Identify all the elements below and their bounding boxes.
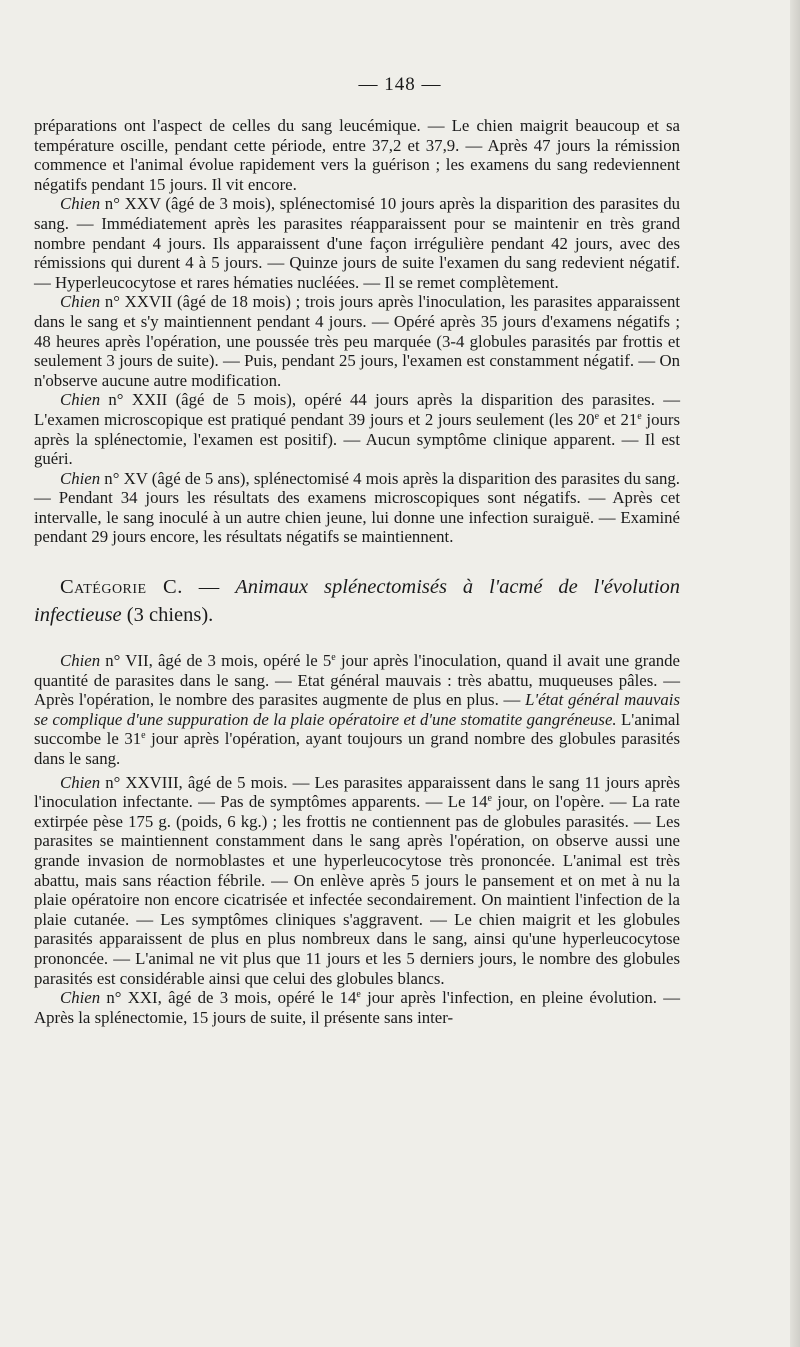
category-title: Animaux splénectomisés à l'acmé de l'évolution infectieuse (34, 576, 681, 627)
paragraph-chien-xv (34, 469, 680, 547)
paragraph-text: n° XXVII (âgé de 18 mois) ; trois jours après l'inoculation, les parasites apparaissent dans le sang et s'y maintiennent pendant 4 jours. — Opéré après 35 jours d'examens négatifs ; 48 heures après l'opération, une poussée très peu marquée (3-4 globules parasités par frottis et seulement 3 jours de suite). — Puis, pendant 25 jours, l'examen est constamment négatif. — On n'observe aucune autre modification. (34, 292, 680, 390)
superscript: e (594, 410, 600, 422)
superscript: e (331, 652, 336, 664)
chien-label: Chien (60, 292, 101, 312)
chien-label: Chien (60, 194, 101, 214)
paragraph-chien-xxviii (34, 773, 680, 989)
category-label: Catégorie C. (60, 576, 183, 599)
category-count: (3 chiens). (121, 604, 214, 627)
page-body (34, 116, 680, 1027)
paragraph-text: n° XXI, âgé de 3 mois, opéré le 14 (100, 988, 357, 1008)
paragraph-chien-xxii (34, 390, 680, 468)
paragraph-text: et 21 (599, 409, 638, 429)
chien-label: Chien (60, 651, 101, 671)
paragraph-continuation: préparations ont l'aspect de celles du sang leucémique. — Le chien maigrit beaucoup et sa température oscille, pendant cette période, entre 37,2 et 37,9. — Après 47 jours la rémission commence et l'animal évolue rapidement vers la guérison ; les examens du sang redeviennent négatifs pendant 15 jours. Il vit encore. (34, 116, 680, 194)
paragraph-text: n° XXII (âgé de 5 mois), opéré 44 jours après la disparition des parasites. — L'examen microscopique est pratiqué pendant 39 jours et 2 jours seulement (les 20 (34, 390, 680, 429)
superscript: e (356, 989, 361, 1001)
paragraph-text: jour, on l'opère. — La rate extirpée pèse 175 g. (poids, 6 kg.) ; les frottis ne contiennent pas de globules parasités. — Les parasites se maintiennent constamment dans le sang après l'opération, on observe aussi une grande invasion de normoblastes et une hyperleucocytose très prononcée. L'animal est très abattu, mais sans réaction fébrile. — On enlève après 5 jours le pansement et on met à nu la plaie opératoire non encore cicatrisée et infectée secondairement. On maintient l'infection de la plaie cutanée. — Les symptômes cliniques s'aggravent. — Le chien maigrit et les globules parasités apparaissent de plus en plus nombreux dans le sang, ainsi qu'une hyperleucocytose prononcée. — L'animal ne vit plus que 11 jours et les 5 derniers jours, le nombre des globules parasités est considérable ainsi que celui des globules blancs. (34, 792, 680, 988)
section-heading (34, 573, 680, 629)
paragraph-chien-xxvii (34, 292, 680, 390)
chien-label: Chien (60, 468, 101, 488)
chien-label: Chien (60, 390, 101, 410)
paragraph-chien-xxv (34, 194, 680, 292)
paragraph-chien-vii (34, 651, 680, 769)
paragraph-text: jour après l'inoculation, quand il avait une grande quantité de parasites dans le sang. — Etat général mauvais : très abattu, muqueuses pâles. — Après l'opération, le nombre des parasites augmente de plus en plus. — (34, 651, 680, 710)
paragraph-text: n° XXV (âgé de 3 mois), splénectomisé 10 jours après la disparition des parasites du sang. — Immédiatement après les parasites réapparaissent pour se maintenir en très grand nombre pendant 4 jours. Ils apparaissent d'une façon irrégulière pendant 42 jours, avec des rémissions qui durent 4 à 5 jours. — Quinze jours de suite l'examen du sang redevient négatif. — Hyperleucocytose et rares hématies nucléées. — Il se remet complètement. (34, 194, 680, 292)
paragraph-text: n° VII, âgé de 3 mois, opéré le 5 (100, 651, 332, 671)
chien-label: Chien (60, 772, 101, 792)
paragraph-text: jours après la splénectomie, l'examen est positif). — Aucun symptôme clinique apparent. — Il est guéri. (34, 409, 680, 469)
paragraph-text: n° XXVIII, âgé de 5 mois. — Les parasites apparaissent dans le sang 11 jours après l'inoculation infectante. — Pas de symptômes apparents. — Le 14 (34, 772, 680, 812)
paragraph-text: jour après l'infection, en pleine évolution. — Après la splénectomie, 15 jours de suite, il présente sans inter- (34, 988, 680, 1027)
paragraph-text: jour après l'opération, ayant toujours un grand nombre des globules parasités dans le sang. (34, 729, 680, 769)
heading-dash: — (182, 576, 236, 599)
page-edge-shadow (790, 0, 800, 1347)
superscript: e (487, 793, 492, 805)
page-number: — 148 — (358, 74, 442, 95)
chien-label: Chien (60, 988, 101, 1008)
superscript: e (637, 410, 642, 422)
paragraph-text: L'animal succombe le 31 (34, 709, 680, 749)
paragraph-text: n° XV (âgé de 5 ans), splénectomisé 4 mois après la disparition des parasites du sang. — Pendant 34 jours les résultats des examens microscopiques sont négatifs. — Après cet intervalle, le sang inoculé à un autre chien jeune, lui donne une infection suraiguë. — Examiné pendant 29 jours encore, les résultats négatifs se maintiennent. (34, 468, 680, 547)
italic-emphasis: L'état général mauvais se complique d'une suppuration de la plaie opératoire et d'une stomatite gangréneuse. (34, 690, 681, 729)
paragraph-chien-xxi (34, 988, 680, 1027)
superscript: e (141, 730, 146, 742)
